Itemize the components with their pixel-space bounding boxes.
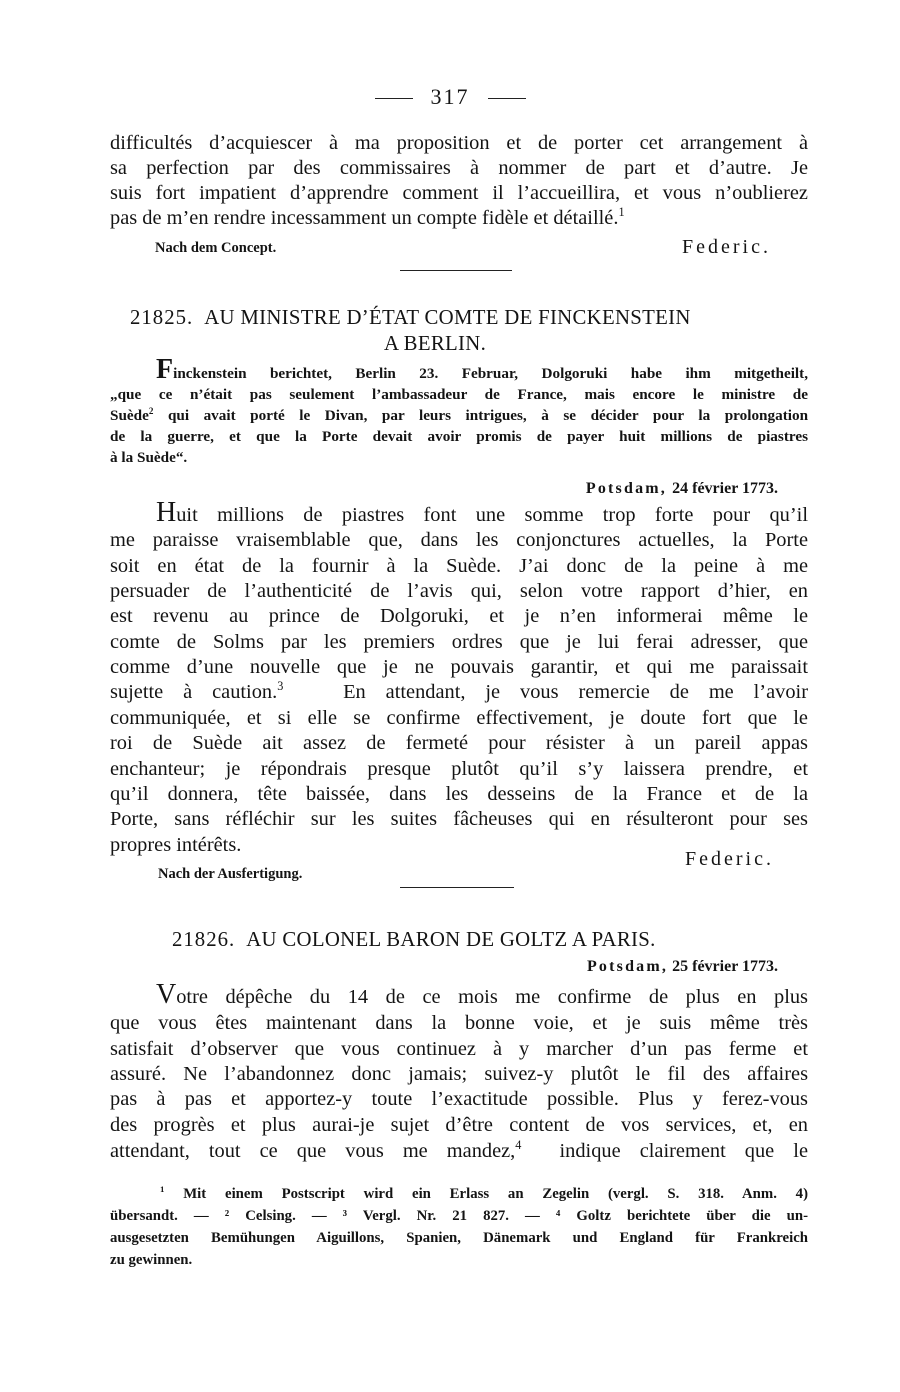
footnote-line-1 [110,1186,808,1203]
letter-21826-body-line-3: satisfait d’observer que vous continuez à y marcher d’un pas ferme et [110,1038,808,1060]
section-divider-1 [400,270,512,271]
letter-title-21826: AU COLONEL BARON DE GOLTZ A PARIS. [246,928,656,951]
footnote-ref-2: 2 [148,405,154,416]
date-21825: 24 février 1773. [672,480,778,497]
top-text-line-4 [110,207,808,230]
letter-21825-body-line-8 [110,681,808,704]
letter-21826-body-line-6: des progrès et plus aurai-je sujet d’être content de vos services, et, en [110,1114,808,1136]
source-note-top: Nach dem Concept. [155,240,277,256]
letter-heading-21825 [130,306,691,330]
letter-21825-body-line-8-rest: En attendant, je vous remercie de me l’avoir [343,681,808,703]
top-text-line-1: difficultés d’acquiescer à ma proposition et de porter cet arrangement à [110,132,808,154]
top-text-line-4-text: pas de m’en rendre incessamment un compte fidèle et détaillé. [110,207,619,229]
letter-title-21825-line1: AU MINISTRE D’ÉTAT COMTE DE FINCKENSTEIN [204,306,691,329]
letter-21826-body-line-5: pas à pas et apportez-y toute l’exactitude possible. Plus y ferez-vous [110,1088,808,1110]
section-divider-2 [400,887,514,888]
letter-21825-body-line-10: roi de Suède ait assez de fermeté pour résister à un pareil appas [110,732,808,754]
footnote-line-2: übersandt. — ² Celsing. — ³ Vergl. Nr. 21 827. — ⁴ Goltz berichtete über die un- [110,1208,808,1224]
letter-21825-body-line-5: est revenu au prince de Dolgoruki, et je n’en informerai même le [110,605,808,627]
source-note-21825: Nach der Ausfertigung. [158,866,303,882]
letter-21825-body-line-3: soit en état de la fournir à la Suède. J’ai donc de la peine à me [110,555,808,577]
summary-line-2: „que ce n’était pas seulement l’ambassadeur de France, mais encore le ministre de [110,386,808,403]
letter-21825-body-line-8-start: sujette à caution. [110,681,278,703]
page-number-text: 317 [430,84,470,109]
place-date-21826 [110,958,778,976]
letter-21825-body-line-1 [110,497,808,528]
summary-line-3-start: Suède [110,407,149,424]
footnote-line-3: ausgesetzten Bemühungen Aiguillons, Spanien, Dänemark und England für Frankreich [110,1230,808,1246]
place-21825: Potsdam, [585,480,667,497]
summary-line-1 [110,354,808,385]
summary-initial: F [156,354,174,385]
letter-21825-body-line-4: persuader de l’authenticité de l’avis qui, selon votre rapport d’hier, en [110,580,808,602]
letter-21826-body-line-2: que vous êtes maintenant dans la bonne voie, et je suis même très [110,1012,808,1034]
letter-heading-21826 [172,928,656,952]
body-initial-21825: H [156,497,177,528]
letter-21825-body-line-2: me paraisse vraisemblable que, dans les conjonctures actuelles, la Porte [110,529,808,551]
footnote-line-1-text: Mit einem Postscript wird ein Erlass an Zegelin (vergl. S. 318. Anm. 4) [183,1186,808,1202]
page-number-dash-right [488,98,526,99]
summary-line-4: de la guerre, et que la Porte devait avoir promis de payer huit millions de piastres [110,428,808,445]
letter-21825-body-line-1-text: uit millions de piastres font une somme trop forte pour qu’il [176,504,808,526]
page-number [0,84,900,110]
place-21826: Potsdam, [586,958,669,975]
signature-21825: Federic. [685,848,774,870]
place-date-21825 [110,476,778,499]
letter-21825-body-line-7: comme d’une nouvelle que je ne pouvais garantir, et qui me paraissait [110,656,808,678]
date-21826: 25 février 1773. [672,958,778,975]
letter-21826-body-line-7 [110,1140,808,1163]
top-text-line-3: suis fort impatient d’apprendre comment il l’accueillira, et vous n’oublierez [110,182,808,204]
letter-21825-body-line-6: comte de Solms par les premiers ordres que je lui ferai adresser, que [110,631,808,653]
page-number-dash-left [375,98,413,99]
signature-top: Federic. [682,236,771,258]
letter-21825-body-line-14: propres intérêts. [110,834,242,856]
summary-line-3 [110,407,808,425]
footnote-ref-4: 4 [515,1138,522,1153]
footnote-marker-1: 1 [160,1184,165,1195]
letter-21826-body-line-1-text: otre dépêche du 14 de ce mois me confirme de plus en plus [176,986,808,1008]
footnote-line-4: zu gewinnen. [110,1252,193,1268]
body-initial-21826: V [156,979,177,1010]
letter-number-21826: 21826. [172,928,236,951]
letter-21826-body-line-7-rest: indique clairement que le [559,1140,808,1162]
letter-21825-body-line-11: enchanteur; je répondrais presque plutôt qu’il s’y laissera prendre, et [110,758,808,780]
letter-21825-body-line-9: communiquée, et si elle se confirme effectivement, je doute fort que le [110,707,808,729]
footnote-ref-1: 1 [618,205,625,220]
top-text-line-2: sa perfection par des commissaires à nommer de part et d’autre. Je [110,157,808,179]
letter-21825-body-line-12: qu’il donnera, tête baissée, dans les desseins de la France et de la [110,783,808,805]
summary-line-5: à la Suède“. [110,449,188,466]
letter-21826-body-line-4: assuré. Ne l’abandonnez donc jamais; suivez-y plutôt le fil des affaires [110,1063,808,1085]
letter-number-21825: 21825. [130,306,194,329]
letter-title-21825-line2: A BERLIN. [384,332,487,355]
letter-21826-body-line-1 [110,979,808,1010]
summary-line-3-rest: qui avait porté le Divan, par leurs intrigues, à se décider pour la prolongation [167,407,809,424]
letter-21826-body-line-7-start: attendant, tout ce que vous me mandez, [110,1140,516,1162]
summary-line-1-text: inckenstein berichtet, Berlin 23. Februar, Dolgoruki habe ihm mitgetheilt, [173,365,808,382]
footnote-ref-3: 3 [277,679,284,694]
letter-21825-body-line-13: Porte, sans réfléchir sur les suites fâcheuses qui en résulteront pour ses [110,808,808,830]
